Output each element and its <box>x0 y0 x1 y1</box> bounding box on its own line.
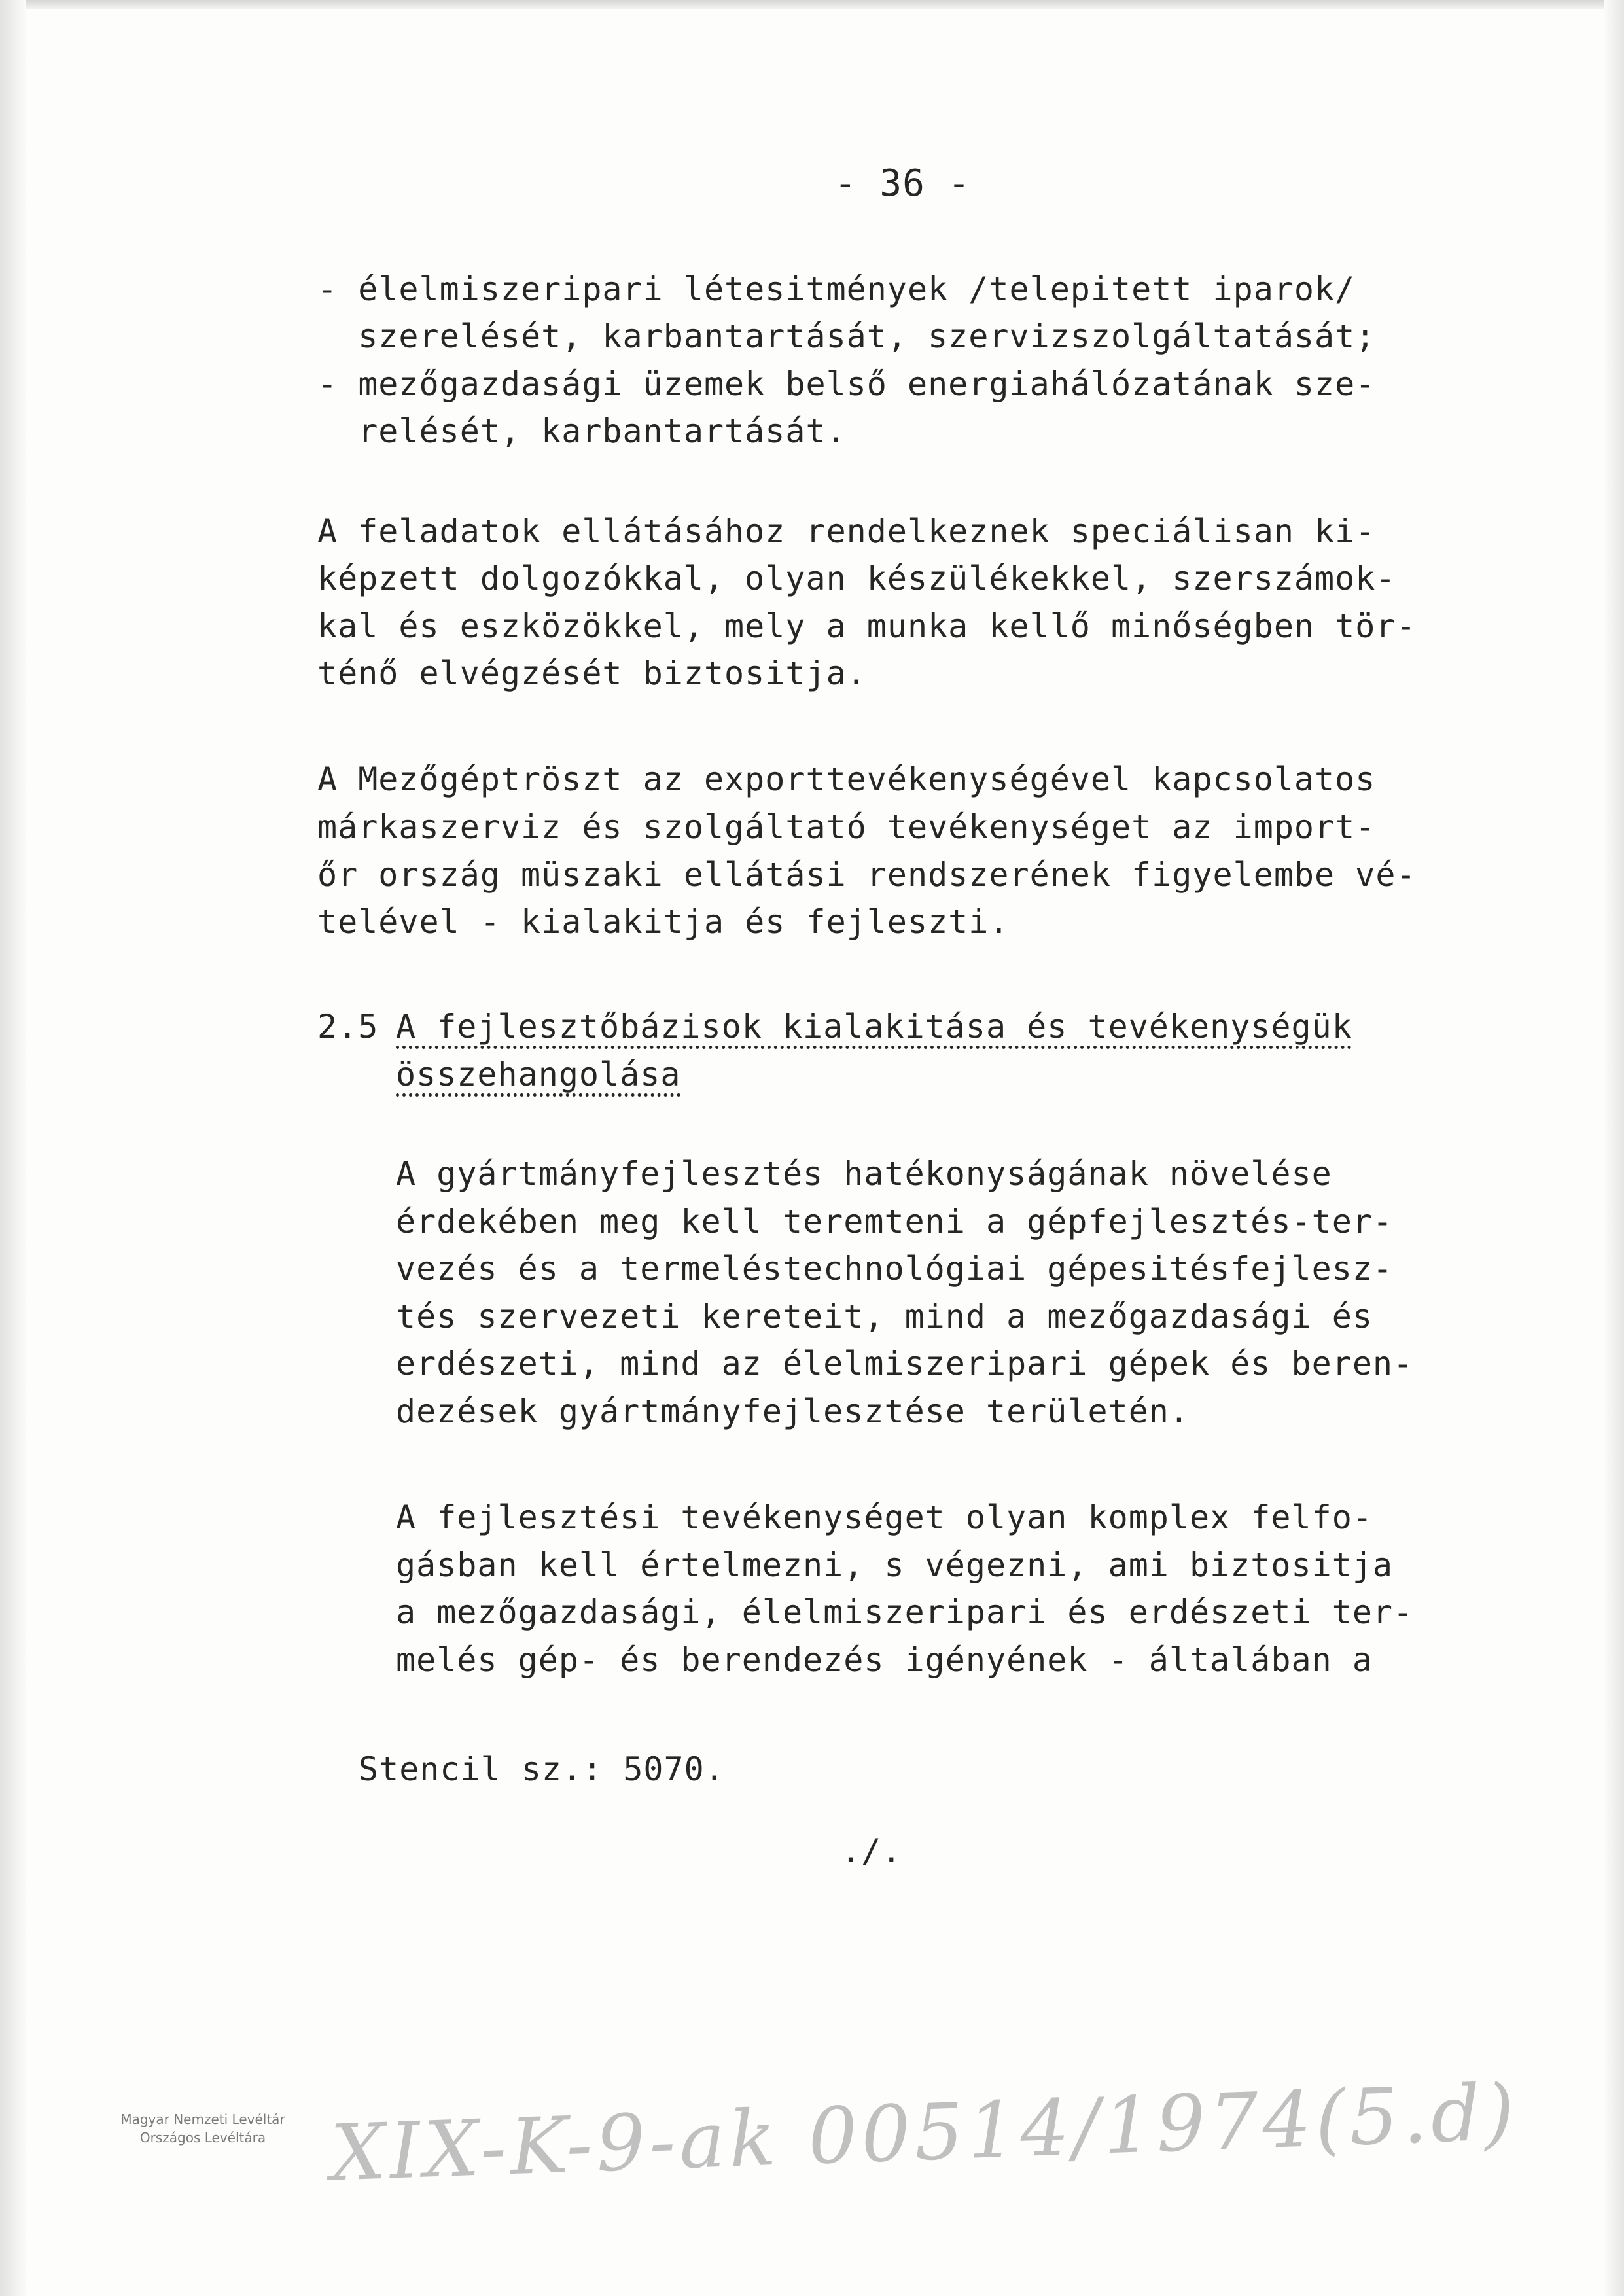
paragraph-line: a mezőgazdasági, élelmiszeripari és erdészeti ter- <box>396 1593 1414 1631</box>
paragraph-line: A fejlesztési tevékenységet olyan komplex felfo- <box>396 1498 1373 1536</box>
handwritten-reference: XIX-K-9-ak 00514/1974(5.d) <box>329 2066 1520 2199</box>
paragraph-line: erdészeti, mind az élelmiszeripari gépek és beren- <box>396 1345 1414 1383</box>
section-title: A fejlesztőbázisok kialakitása és tevékenységük <box>396 1008 1352 1046</box>
section-title: összehangolása <box>396 1055 681 1093</box>
paragraph-line: kal és eszközökkel, mely a munka kellő minőségben tör- <box>317 607 1417 645</box>
stencil-number: Stencil sz.: 5070. <box>359 1750 725 1788</box>
archive-logo-line: Magyar Nemzeti Levéltár <box>120 2111 285 2127</box>
paragraph-line: A feladatok ellátásához rendelkeznek speciálisan ki- <box>317 512 1376 550</box>
paragraph-line: vezés és a termeléstechnológiai gépesitésfejlesz- <box>396 1250 1394 1288</box>
paragraph-line: őr ország müszaki ellátási rendszerének figyelembe vé- <box>317 856 1417 894</box>
list-line: relését, karbantartását. <box>317 412 847 450</box>
paragraph-line: tés szervezeti kereteit, mind a mezőgazdasági és <box>396 1298 1373 1335</box>
paragraph-line: telével - kialakitja és fejleszti. <box>317 903 1010 941</box>
continuation-mark: ./. <box>841 1832 902 1870</box>
paragraph-line: dezések gyártmányfejlesztése területén. <box>396 1392 1190 1430</box>
archive-logo <box>105 2110 301 2147</box>
paragraph-line: A Mezőgéptröszt az exporttevékenységével kapcsolatos <box>317 760 1376 798</box>
paragraph-line: A gyártmányfejlesztés hatékonyságának növelése <box>396 1155 1332 1193</box>
page-number: - 36 - <box>834 162 971 205</box>
archive-logo-line: Országos Levéltára <box>139 2130 266 2146</box>
scan-edge-top <box>0 0 1624 9</box>
paragraph-line: ténő elvégzését biztositja. <box>317 654 867 692</box>
section-number: 2.5 <box>317 1008 379 1046</box>
scan-edge-left <box>0 0 26 2296</box>
scan-edge-right <box>1604 0 1624 2296</box>
paragraph-line: melés gép- és berendezés igényének - általában a <box>396 1641 1373 1679</box>
paragraph-line: érdekében meg kell teremteni a gépfejlesztés-ter- <box>396 1203 1394 1241</box>
list-line: - élelmiszeripari létesitmények /telepitett iparok/ <box>317 270 1356 308</box>
list-line: szerelését, karbantartását, szervizszolgáltatását; <box>317 317 1376 355</box>
paragraph-line: gásban kell értelmezni, s végezni, ami biztositja <box>396 1546 1394 1584</box>
paragraph-line: képzett dolgozókkal, olyan készülékekkel, szerszámok- <box>317 559 1396 597</box>
list-line: - mezőgazdasági üzemek belső energiahálózatának sze- <box>317 365 1376 403</box>
paragraph-line: márkaszerviz és szolgáltató tevékenységet az import- <box>317 808 1376 846</box>
